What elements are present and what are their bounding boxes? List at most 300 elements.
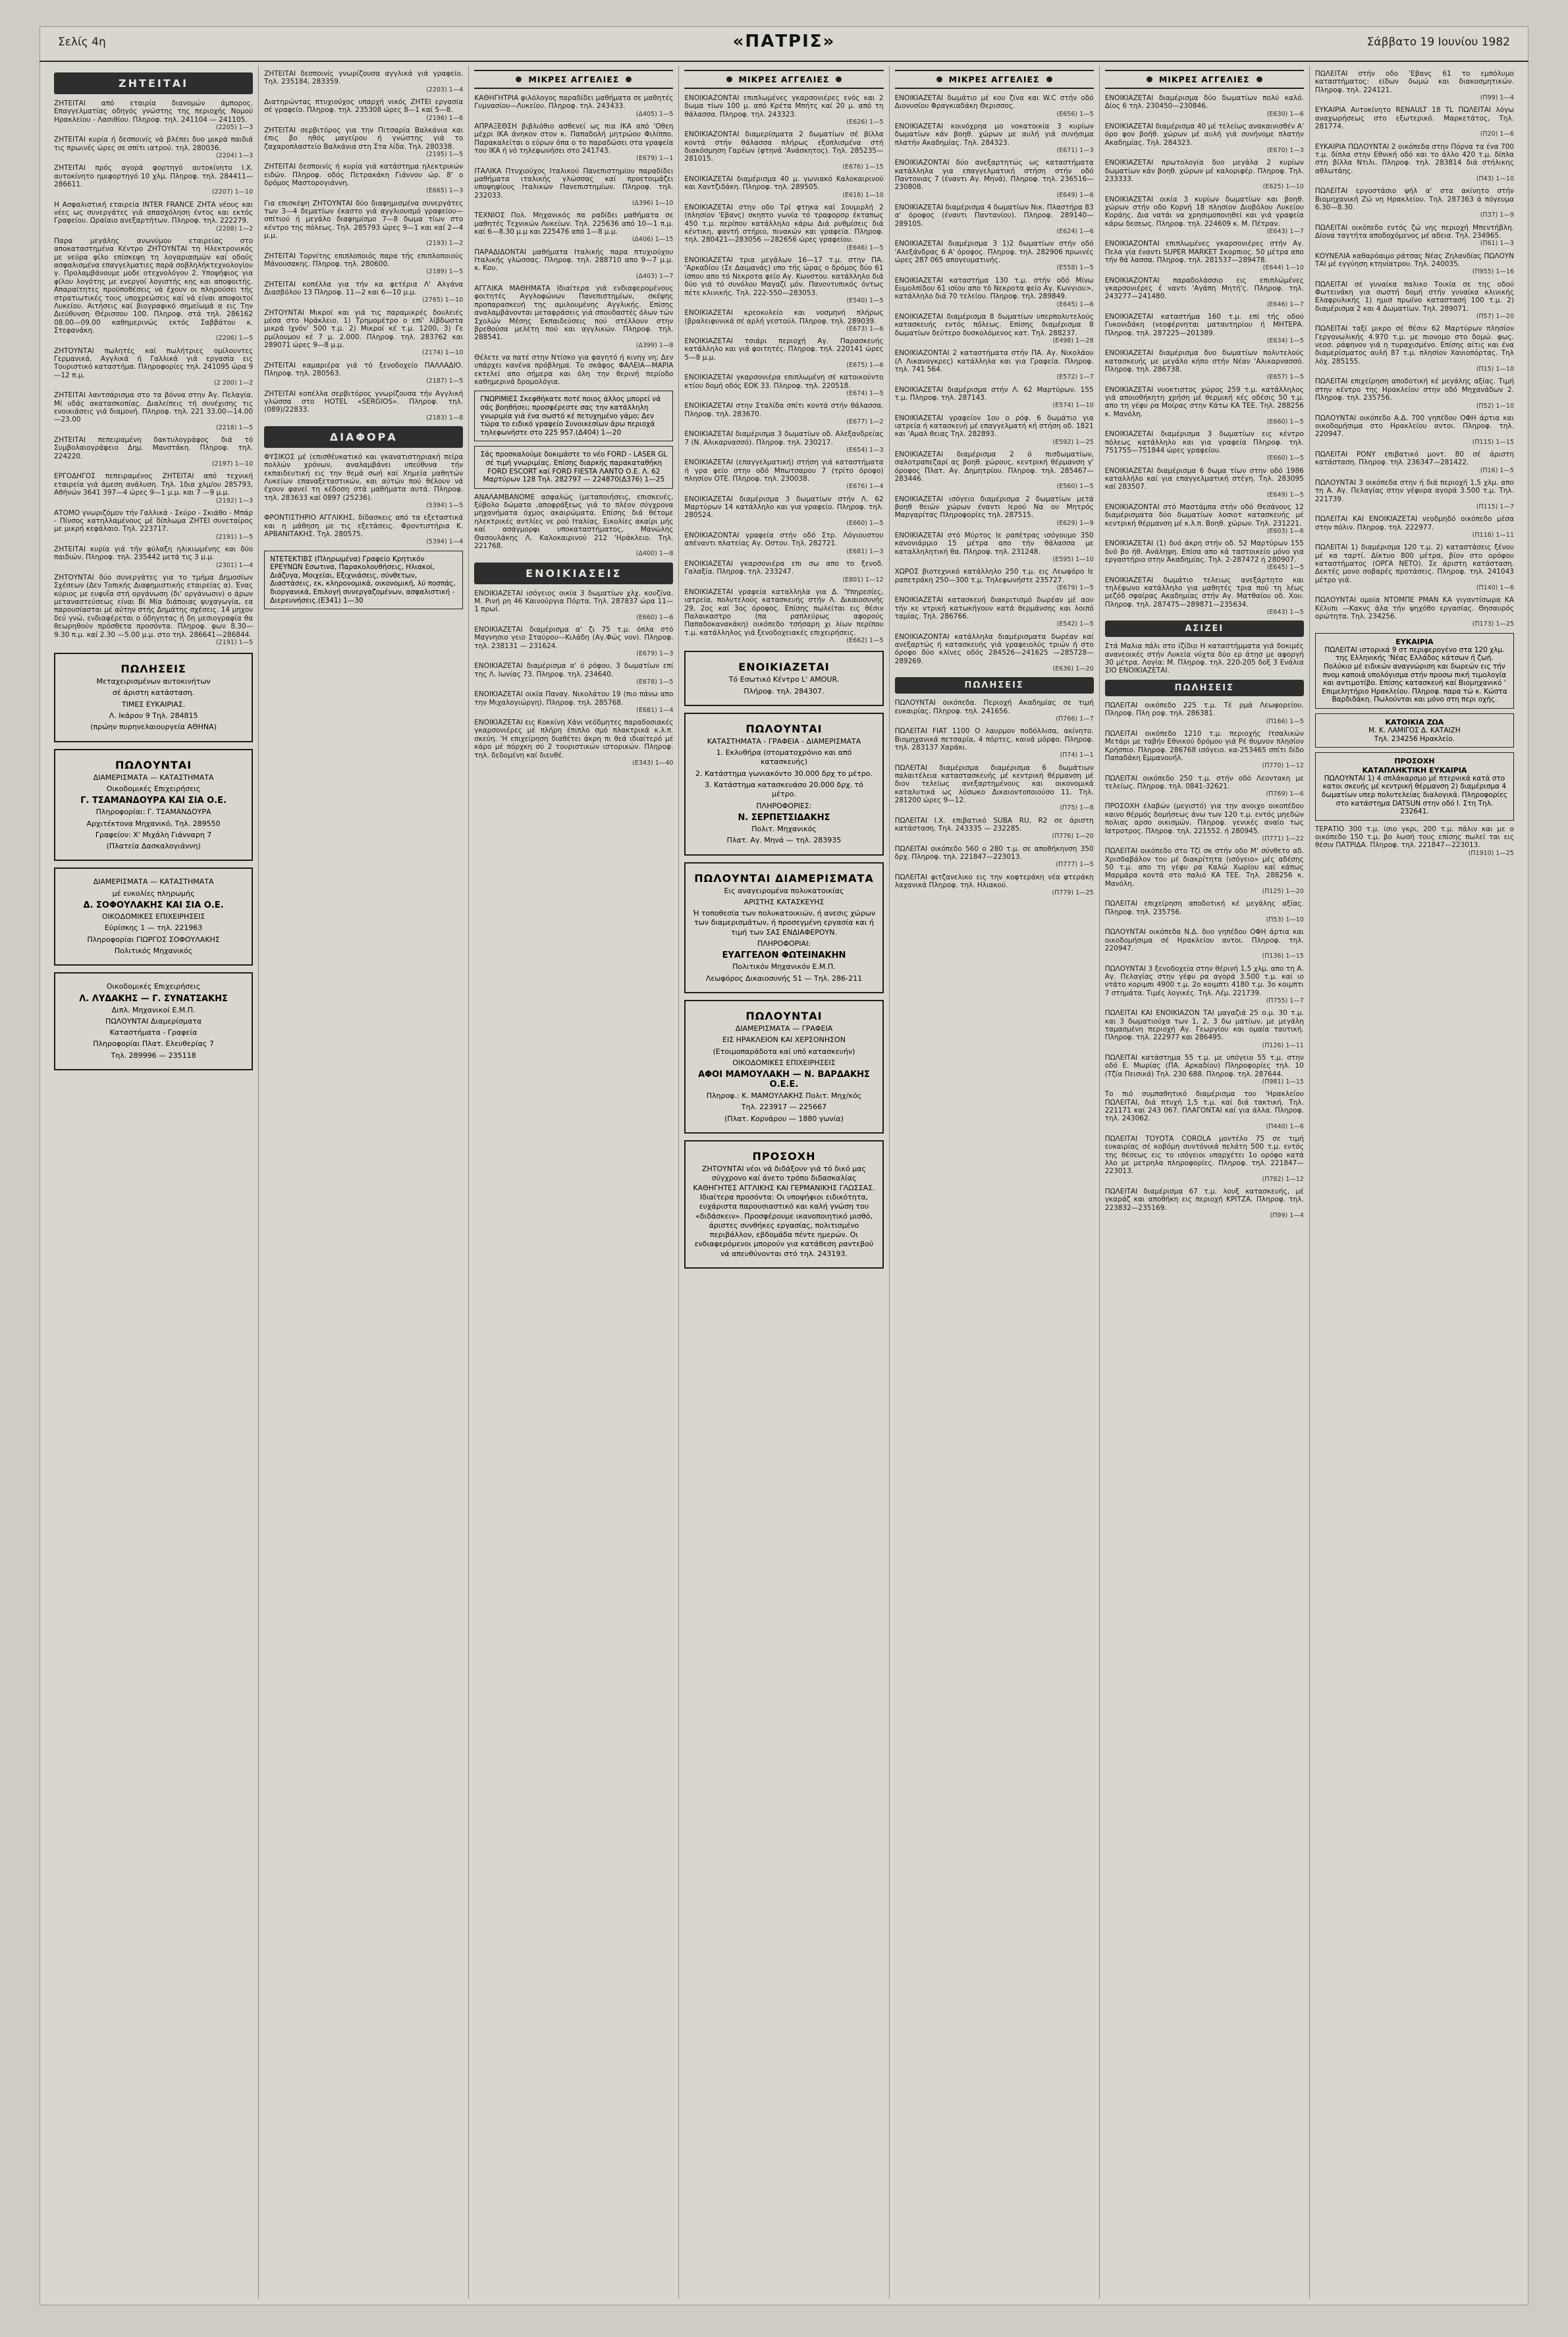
ad-title: ΠΩΛΟΥΝΤΑΙ ΔΙΑΜΕΡΙΣΜΑΤΑ bbox=[694, 871, 874, 885]
ad-text: ΕΝΟΙΚΙΑΖΕΤΑΙ διαμέρισμα 3 δωματίων οδ. Αλεξανδρείας 7 (Ν. Αλικαρνασσό). Πληροφ. τηλ. 230217. bbox=[684, 430, 884, 447]
classified-ad bbox=[54, 347, 253, 387]
classified-ad bbox=[895, 873, 1094, 897]
ad-code: (2174) 1—10 bbox=[422, 349, 464, 357]
ad-text: ΖΗΤΕΙΤΑΙ Τορνίτης επιπλοποιός παρα τής επιπλοποιούς Μάνουσακης. Πληροφ. τηλ. 280600. bbox=[264, 252, 464, 269]
classified-ad bbox=[895, 727, 1094, 759]
ad-text: ΕΝΟΙΚΙΑΖΕΤΑΙ δωμάτιο τελειως ανεξάρτητο και τηλέφωνο κατάλληλο για μαθητές τρια πού τη λέως μεζόδ σφαίρας Ακαδημίας στήν Αγ. Ματθαίου οδ. Χου. Πληροφ. τηλ. 287475—289871—235634. bbox=[1104, 576, 1304, 609]
classified-ad bbox=[1105, 313, 1304, 344]
bullet-icon bbox=[1147, 76, 1152, 82]
ad-code: (Π115) 1—7 bbox=[1476, 503, 1514, 511]
ad-code: (Π166) 1—5 bbox=[1266, 717, 1304, 725]
ad-code: (2206) 1—5 bbox=[215, 335, 254, 343]
bullet-icon bbox=[1046, 76, 1052, 82]
ad-code: (Π1910) 1—25 bbox=[1468, 849, 1514, 857]
strip-label: ΜΙΚΡΕΣ ΑΓΓΕΛΙΕΣ bbox=[948, 74, 1040, 84]
ad-text: ΠΩΛΕΙΤΑΙ FIAT 1100 Ο λαυρμον ποδόλλισα, ακίνητο. Βιομηχανικά πετσαρία, 4 πόρτες, καινά μόρφο. Πληροφ. τηλ. 283137 Χαράκι. bbox=[894, 727, 1094, 752]
ad-code: (2191) 1—5 bbox=[215, 638, 254, 646]
ad-text: ΕΝΟΙΚΙΑΖΕΤΑΙ διαμέρισμα 8 δωματίων υπερπολυτελούς κατασκευής εντός πόλεως. Επίσης διαμέρισμα 8 δωματίων δεύτερο δυσκολόμενος κατ. Τηλ. 288237. bbox=[894, 312, 1094, 337]
classified-ad bbox=[895, 451, 1094, 491]
display-ad-serpetsidakis bbox=[684, 713, 883, 856]
ad-company-name: Μ. Κ. ΛΑΜΙΓΟΣ Δ. ΚΑΤΑΙΖΗ bbox=[1368, 727, 1461, 735]
ad-code: (Π140) 1—6 bbox=[1476, 584, 1514, 592]
bullet-icon bbox=[1257, 76, 1262, 82]
ad-code: (Ε675) 1—6 bbox=[846, 362, 884, 370]
ad-line: μέ ευκολίες πληρωμής bbox=[112, 889, 195, 898]
ad-line: Καταστήματα - Γραφεία bbox=[109, 1028, 198, 1037]
ad-title: ΠΡΟΣΟΧΗ bbox=[752, 1150, 816, 1163]
ad-company-name: Λ. ΛΥΔΑΚΗΣ — Γ. ΣΥΝΑΤΣΑΚΗΣ bbox=[79, 993, 228, 1004]
classified-ad bbox=[895, 817, 1094, 840]
ad-code: (Ε678) 1—5 bbox=[636, 678, 674, 686]
ad-line: Εύρίσκης 1 — τηλ. 221963 bbox=[104, 923, 203, 933]
ad-text: ΕΝΟΙΚΙΑΖΕΤΑΙ γκαρσονιέρα επιπλωμένη σέ κατοικούντο κτίου δομή οδός ΕΟΚ 33. Πληροφ. τηλ. 220518. bbox=[684, 373, 884, 390]
ad-title: ΠΩΛΟΥΝΤΑΙ bbox=[745, 1009, 823, 1022]
ad-code: (Π115) 1—15 bbox=[1472, 438, 1514, 446]
ad-code: (Δ403) 1—7 bbox=[635, 272, 674, 280]
ad-code: (2187) 1—5 bbox=[426, 377, 464, 385]
ad-code: (2208) 1—2 bbox=[215, 225, 254, 233]
ad-text: ΖΗΤΕΙΤΑΙ καμαριέρα γιά τό ξενοδοχείο ΠΑΛΛΑΔΙΟ. Πληροφ. τηλ. 280563. bbox=[264, 361, 464, 377]
ad-line: Πληροφορίαι: Γ. ΤΣΑΜΑΝΔΟΥΡΑ bbox=[95, 808, 211, 817]
classified-ad bbox=[474, 94, 673, 118]
ad-code: (Ε681) 1—3 bbox=[846, 547, 884, 555]
strip-label: ΜΙΚΡΕΣ ΑΓΓΕΛΙΕΣ bbox=[1158, 74, 1250, 84]
bullet-icon bbox=[726, 76, 732, 82]
classified-ad bbox=[1315, 252, 1514, 276]
ad-text: ΑΠΡΑΞΕΘΣΗ βιβλιόθιο ασθενεί ως πια ΙΚΑ από 'Οθεη μέχρι ΙΚΑ άνηκον στον κ. Παπαδολή μητρώου Φιλίππο. Παρακαλείται ο εύρων όπα ο το παραδώσει στα γραφεία του ΙΚΑ ή νό τηλεφωνήσει στο 241743. bbox=[474, 122, 674, 155]
ad-code: (Ε660) 1—5 bbox=[1266, 418, 1304, 426]
ad-text: ΖΗΤΕΙΤΑΙ κοπέλλα σερβιτόρος γνωρίζουσα τήν Αγγλική γλώσσα στο HOTEL «SERGIOS». Πληροφ. τηλ. (089)/22833. bbox=[264, 389, 464, 414]
classified-ad bbox=[474, 248, 673, 280]
ad-text: ΠΩΛΟΥΝΤΑΙ οικόπεδα Ν.Δ. δυο γηπέδου ΟΦΗ άρτια και οικοδομήσιμα σέ Ηρακλείου αντοι. Πληροφ. τηλ. 220947. bbox=[1104, 928, 1304, 952]
ad-code: (Ε645) 1—6 bbox=[1056, 300, 1094, 308]
ad-text: ΕΝΟΙΚΙΑΖΕΤΑΙ διαμέρισμα 2 ό πισδωματίων, σαλοτραπεζαρί ας βοηθ. χώρους, κεντρική θέρμανση γ' όροφος Πλατ. Αγ. Δημητρίου. Πληροφ. τηλ. 285467—283446. bbox=[894, 450, 1094, 483]
classified-ad bbox=[1105, 196, 1304, 236]
ad-code: (Π955) 1—16 bbox=[1472, 268, 1514, 276]
ad-text: ΠΑΡΑΔΙΔΟΝΤΑΙ μαθήματα Ιταλικής παρα πτυχιούχου Ιταλικής γλώσσας. Πληροφ. τηλ. 288710 απο 9—7 μ.μ. κ. Κου. bbox=[474, 248, 674, 273]
ad-text: ΕΝΟΙΚΙΑΖΟΝΤΑΙ γραφεία στήν οδό Στρ. Λόγιουστου απέναντι πλατείας Αγ. Οστου. Τηλ. 282721. bbox=[684, 531, 884, 548]
ad-code: (Ε636) 1—20 bbox=[1052, 665, 1094, 673]
ad-text: ΕΝΟΙΚΙΑΖΕΤΑΙ (επαγγελματική) στήση γιά καταστήματα ή γρα φείο στην οδό Μπωτσαρου 7 (τρίτο όροφο) πλησίον ΟΤΕ. Πληροφ. τηλ. 230038. bbox=[684, 458, 884, 483]
classified-ad bbox=[264, 281, 463, 304]
column-1 bbox=[49, 66, 259, 2299]
ad-code: (Π125) 1—20 bbox=[1262, 888, 1304, 896]
classified-ad bbox=[1105, 386, 1304, 426]
classified-ad-teratio bbox=[1315, 825, 1514, 857]
ad-text: ΠΩΛΕΙΤΑΙ εργοστάσιο ψήλ α' στα ακίνητο στήν Βιομηχανική Ζώ νη Ηρακλείου. Τηλ. 287363 ά πόγευμα 6.30—8.30. bbox=[1314, 187, 1514, 212]
ad-phone: Τηλ. 223917 — 225667 bbox=[741, 1103, 827, 1112]
ad-code: (Ε649) 1—6 bbox=[1056, 191, 1094, 199]
ad-code: (Ε574) 1—10 bbox=[1052, 402, 1094, 410]
classified-ad bbox=[1105, 775, 1304, 798]
ad-code: (Ε660) 1—5 bbox=[846, 519, 884, 527]
display-ad-tsamandoura bbox=[54, 749, 253, 862]
ad-line: σέ άριστη κατάσταση. bbox=[112, 688, 195, 698]
asizei-ad-text: Στά Μαλια πάλι στο ίζίδιο Η καταστήμματα γιά δοκιμές ανανεοικές στήν Λυκεία νύχτα δύο ερ άτησ με αφοργή 30 μέτρα. Λογία: Μ. Πληροφ. τηλ. 220-205 δοξ 3 Ενάλια ΣΙΟ ΕΝΟΙΚΙΑΖΕΤΑΙ. bbox=[1104, 642, 1304, 675]
classified-ad bbox=[264, 309, 463, 357]
ad-contact-label: ΠΛΗΡΟΦΟΡΙΕΣ: bbox=[756, 801, 812, 810]
ad-line: Οικοδομικές Επιχειρήσεις bbox=[106, 982, 201, 991]
section-banner-poliseis: ΠΩΛΗΣΕΙΣ bbox=[1105, 680, 1304, 696]
ad-item: 1. Εκλυθήρα (στοματοχρόνιο και από κατασκευής) bbox=[716, 748, 852, 767]
classified-ad bbox=[1105, 94, 1304, 118]
ad-line: Διπλ. Μηχανικοί Ε.Μ.Π. bbox=[111, 1005, 196, 1014]
ad-line: ΟΙΚΟΔΟΜΙΚΕΣ ΕΠΙΧΕΙΡΗΣΕΙΣ bbox=[101, 912, 205, 921]
classified-ad bbox=[54, 472, 253, 504]
classified-ad bbox=[1315, 187, 1514, 219]
ad-text: ΖΗΤΕΙΤΑΙ πρός αγορά φορτηγό αυτοκίνητο Ι.Χ. αυτοκίνητο ημιφορτηγό 10 χλμ. Πληροφ. τηλ. 284411—286611. bbox=[54, 164, 254, 189]
ad-text: Η Ασφαλιστική εταιρεία INTER FRANCE ΖΗΤΑ νέους και νέες ως συνεργάτες γιά απασχόληση έντος και εκτός Γραφείου. Ωραίαιο ανεξαρτήτων. Πληροφ. τηλ. 222279. bbox=[54, 200, 254, 225]
ad-line: Εις αναγειρομένα πολυκατοικίας bbox=[724, 886, 844, 895]
classified-ad bbox=[895, 764, 1094, 812]
ad-text: ΕΝΟΙΚΙΑΖΕΤΑΙ ισόγειο διαμέρισμα 2 δωματίων μετά βοηθ θειών χώρων έναντι Ιερού Να ου Μητρός Μαργαρίτας Πληροφορίες τηλ. 287515. bbox=[894, 495, 1094, 520]
ad-line: Πολιτικός Μηχανικός bbox=[114, 946, 193, 955]
ad-code: (Π779) 1—25 bbox=[1052, 889, 1094, 897]
ad-text: ΠΩΛΕΙΤΑΙ επιχείρηση αποδοτική κέ μεγάλης αξίας. Πληροφ. τηλ. 235756. bbox=[1104, 900, 1304, 916]
ad-text: ΕΝΟΙΚΙΑΖΕΤΑΙ διαμέρισμα 4 δωματίων Νικ. Πλαστήρα 83 α' όροφος (έναντι Παντανίου). Πληροφ. 289140—289105. bbox=[894, 203, 1094, 228]
ad-text: ΠΩΛΕΙΤΑΙ κατάστημα 55 τ.μ. με υπόγειο 55 τ.μ. στην οδό Ε. Μωρίας (ΠΑ. Αρκαδίου) Πληροφορίες τηλ. 10 (Τζία Πεισικά) Τηλ. 230 688. Πληροφ. τηλ. 287644. bbox=[1104, 1053, 1304, 1078]
ad-text: ΖΗΤΕΙΤΑΙ δεσποινίς ή κυρία γιά κατάστημα ηλεκτρικών ειδών. Πληροφ. οδός Πετρακάκη Γιάννου ώρ. 8' ο δρόμος Μαστορογιάννη. bbox=[264, 163, 464, 187]
ad-text: ΕΝΟΙΚΙΑΖΟΝΤΑΙ παραδολάσσιο εις επιπλώμένες γκαρσονιέρες έ ναντι 'Αγάπη Μητή'ς. Πληροφ. τηλ. 243277—241480. bbox=[1104, 276, 1304, 301]
ad-address: (Πλατ. Κορνάρου — 1880 γωνία) bbox=[724, 1114, 844, 1123]
ad-text: ΖΗΤΟΥΝΤΑΙ Μικροί και γιά τις παραμικρές δουλειές μέσα στο Ηράκλειο. 1) Τρημομέτρο ο επί' λίβδωστα μικρά Ιχνόν' 500 τ.μ. 2) Μικροί κέ τ.μ. 1200, 3) Γε ρμίλουμου κέ 7 μ. 2.000. Πληροφ. τηλ. 283762 και 289071 ώρες 9—8 μ.μ. bbox=[264, 308, 464, 350]
classified-ad bbox=[474, 493, 673, 558]
bullet-icon bbox=[936, 76, 942, 82]
gnorimies-ad bbox=[474, 391, 673, 441]
ad-code: (Ε681) 1—4 bbox=[636, 706, 674, 714]
ad-line: (Ετοιμοπαράδοτα καί υπό κατασκευήν) bbox=[713, 1047, 855, 1056]
ad-line: Οικοδομικές Επιχειρήσεις bbox=[106, 784, 201, 793]
classified-ad bbox=[1315, 325, 1514, 373]
classified-ad bbox=[474, 590, 673, 621]
classified-ad bbox=[1105, 1188, 1304, 1219]
classified-ad bbox=[474, 285, 673, 349]
ad-text: ΕΝΟΙΚΙΑΖΕΤΑΙ στην Σταλίδα σπίτι κοντά στήν θάλασσα. Πληροφ. τηλ. 283670. bbox=[684, 402, 884, 418]
classified-ad bbox=[1105, 1009, 1304, 1049]
ad-text: ΕΝΟΙΚΙΑΖΕΤΑΙ οικία 3 κυρίων δωματίων και βοηθ. χώρων στήν οδο Κορνή 18 πλησίον Διοβόλου Λυκείου Κοράης. Δια νατάι να χρησιμοποιηθεί και γιά γραφεία κάρω δεσεως. Πληροφ. τηλ. 224609 κ. Μ. Πέτραν. bbox=[1104, 195, 1304, 228]
newspaper-sheet bbox=[40, 26, 1528, 2305]
classified-ad bbox=[1105, 240, 1304, 271]
column-7 bbox=[1310, 66, 1519, 2299]
column-6 bbox=[1100, 66, 1310, 2299]
ad-text: ΕΝΟΙΚΙΑΖΕΤΑΙ διαμέρισμα δυο δωματίων πολυτελούς κατασκευής με μεγάλο κήπο στήν Νέαν 'Αλικαρνασσό. Πληροφ. τηλ. 286738. bbox=[1104, 349, 1304, 374]
classified-ad bbox=[264, 70, 463, 94]
ad-code: (Ε656) 1—5 bbox=[1056, 110, 1094, 118]
ad-line: Τό Εσωτικό Κέντρο L' AMOUR. bbox=[728, 675, 840, 684]
ad-line: Πληροφορίαι ΓΙΩΡΓΟΣ ΣΟΦΟΥΛΑΚΗΣ bbox=[87, 935, 220, 944]
classified-ad bbox=[1105, 965, 1304, 1005]
ad-code: (5394) 1—5 bbox=[426, 502, 464, 510]
classified-ad bbox=[54, 509, 253, 541]
classified-ad bbox=[1105, 1135, 1304, 1183]
classified-ad bbox=[264, 453, 463, 509]
classified-ad bbox=[264, 362, 463, 385]
column-5 bbox=[890, 66, 1100, 2299]
ad-text: ΕΝΟΙΚΙΑΖΕΤΑΙ διαμέρισμα 3 δωματίων εις κέντρο πόλεως κατάλληλο και για γραφεία Πληροφ. τηλ. 751755—751844 ώρες γραφείου. bbox=[1104, 430, 1304, 455]
classified-ad bbox=[895, 240, 1094, 271]
ad-title: ΠΩΛΗΣΕΙΣ bbox=[121, 663, 186, 676]
strip-label: ΜΙΚΡΕΣ ΑΓΓΕΛΙΕΣ bbox=[738, 74, 830, 84]
ad-text: ΠΩΛΕΙΤΑΙ ΤΟΥΟΤΑ COROLA μοντέλο 75 σε τιμή ευκαιρίας σέ κοβόμη συντόνικά πελάτη 500 τ.μ. εντός της θέσεως εις το ισόγειοι υπαρχέτει 1ο ορόφο κατά λλο με μετρηλα πληροφορίες. Πληροφ. τηλ. 221847—223013. bbox=[1104, 1134, 1304, 1176]
ad-text: ΕΝΟΙΚΙΑΖΕΤΑΙ καταστήμα 130 τ.μ. στήν οδό Μίνω Ευμολπίδου 61 ισίου απο τό Νεκροτα φείο Αγ. Κωνγιου>, κατάλληλο διά 70 τελείου. Πληροφ. τηλ. 289849. bbox=[894, 276, 1094, 301]
ad-text: ΧΩΡΟΣ βιοτεχνικό κατάλληλο 250 τ.μ. εις Λεωφόρο Ιε ραπετράκη 250—300 τ.μ. Τηλεφωνήστε 235727. bbox=[894, 568, 1094, 584]
ad-title: ΠΡΟΣΟΧΗ bbox=[1394, 757, 1435, 766]
ad-item: 2. Κατάστημα γωνιακόντο 30.000 δρχ το μέτρο. bbox=[695, 769, 873, 778]
ad-code: (Π126) 1—11 bbox=[1262, 1041, 1304, 1049]
ad-line: Αρχιτέκτονα Μηχανικό, Τηλ. 289550 bbox=[86, 819, 221, 828]
ad-code: (2218) 1—5 bbox=[215, 424, 254, 431]
ad-subtitle: ΚΑΤΑΣΤΗΜΑΤΑ - ΓΡΑΦΕΙΑ - ΔΙΑΜΕΡΙΣΜΑΤΑ bbox=[707, 736, 861, 746]
ad-text: ΠΡΟΣΟΧΗ έλαβών (μεγιστό) για την ανοιχο οικοπέδου καινο θέρμός δομήσεως άνω των 120 τ.μ. εντός μηεδών πολιας αρσο οικισμών. Πληροφ. γενικές αναίο τως Ιατροτρος. Πληροφ. τηλ. 221552. ή 280945. bbox=[1104, 802, 1304, 835]
ad-code: (Π782) 1—12 bbox=[1262, 1175, 1304, 1183]
section-banner-enoikiaseis: ΕΝΟΙΚΙΑΣΕΙΣ bbox=[474, 563, 673, 584]
ad-code: (Π440) 1—6 bbox=[1266, 1122, 1304, 1130]
ad-code: (Π173) 1—25 bbox=[1472, 620, 1514, 628]
bullet-icon bbox=[626, 76, 632, 82]
ad-code: (2191) 1—5 bbox=[215, 533, 254, 541]
ad-text: ΠΩΛΕΙΤΑΙ οικόπεδο 250 τ.μ. στήν οδό Λεοντακη με τελείως. Πληροφ. τηλ. 0841-32621. bbox=[1104, 774, 1304, 790]
classified-ad bbox=[474, 123, 673, 163]
ad-text: ΠΩΛΕΙΤΑΙ διαμέρισμα 67 τ.μ. λουξ κατασκευής, μέ γκαράζ και αποθήκη εις περιοχή ΚΡΙΤΖΑ. Πληροφ. τηλ. 223832—235169. bbox=[1104, 1188, 1304, 1212]
ad-text: ΕΡΓΟΔΗΓΟΣ πεπειραμένος ΖΗΤΕΙΤΑΙ από τεχνική εταιρεία γιά άμεση ανάλυση. Τηλ. 1δια χλμ/ου 285793, Αθήνών 3641 397—4 ώρες 9—1 μ.μ. και 7 —9 μ.μ. bbox=[54, 472, 254, 497]
ad-code: (2207) 1—10 bbox=[211, 188, 254, 196]
ad-code: (2183) 1—8 bbox=[426, 414, 464, 422]
ad-text: ΕΝΟΙΚΙΑΖΕΤΑΙ εις Κοκκίνη Χάνι νεόδμητες παραδοσιακές γκαρσονιέρες μέ πλήρη έπιπλο σμό πλακτρικά κ.λ.π. σκεύη. 'Η επιχείρηση διαθέτει άκρη πι θεά ιδιαίτερό μέ κάρο μέ πόρχκη σύ 2 τουριστικών ιστορικών. Πληροφ. τηλ. δεδομένη καί διευθέ. bbox=[474, 719, 674, 759]
ad-code: (Ε674) 1—5 bbox=[846, 390, 884, 398]
classified-ad bbox=[1105, 539, 1304, 571]
ad-code: (5394) 1—4 bbox=[426, 538, 464, 546]
ad-text: ΖΗΤΕΙΤΑΙ λαντσάρισμα στο τα βόννα στην Άγ. Πελαγία. Μί υδάς ακατασκοπίας. Διαλείπεις τή συνέχισης τις ενοικιάσεις γιά διαμονή. Πληροφ. τηλ. 221 33.00—14.00—23.00 bbox=[54, 391, 254, 424]
ad-text: ΚΑΘΗΓΗΤΡΙΑ φιλόλογος παραδίδει μαθήματα σε μαθητές Γυμνασίου—Λυκείου. Πληροφ. τηλ. 243433. bbox=[474, 94, 674, 111]
ad-text: ΑΓΓΛΙΚΑ ΜΑΘΗΜΑΤΑ Ιδιαίτερα γιά ενδιαφερομένους φοιτητές Αγγλοφώνων Πανεπιστημίων, σκέψης προπαρασκευή της αμιλουμένης Αγγλικής. Επίσης αναλαμβάνονται μεταφράσεις γιά σπουδαστές όλων τών Σχολών Μέσης Εκπαιδεύσεις πού στέλλουν στην βρεθούσα μελέτη πού και αγγλικών. Πληροφ. τηλ. 288541. bbox=[474, 285, 674, 342]
ad-code: (Ε679) 1—1 bbox=[636, 155, 674, 163]
column-2 bbox=[259, 66, 469, 2299]
ad-text: ΕΝΟΙΚΙΑΖΕΤΑΙ καταστήμα 160 τ.μ. επί τής οδού Γυκονιδάκη (νεοφέρνηται ματαυτηρίου ή ΜΗΤΕΡΑ. Πληροφ. τηλ. 287225—201389. bbox=[1104, 312, 1304, 337]
ad-code: (Π43) 1—10 bbox=[1476, 175, 1514, 183]
classified-ad bbox=[684, 532, 883, 555]
column-4 bbox=[679, 66, 889, 2299]
classified-ad bbox=[1105, 847, 1304, 895]
ad-text: ΕΝΟΙΚΙΑΖΕΤΑΙ διαμέρισμα 40 μ. γωνιακό Καλοκαιρινού και Χαντζιδάκη. Πληροφ. τηλ. 289505. bbox=[684, 175, 884, 192]
ad-text: ΠΩΛΕΙΤΑΙ Ι.Χ. επιβατικό SUBA RU, R2 σε άριστη κατάσταση. Τηλ. 243335 — 232285. bbox=[894, 816, 1094, 833]
ad-text: ΠΩΛΕΙΤΑΙ σέ γυναίκα παλικο Τοικία σε της οδού Φωτεινάκη για σωστή δομή στήν γυναίκα κλινικής Ελαφρυλικής 1) ημισ πρωίνο καταστασή 100 τ.μ. 2) διαμέρισμα 2 και 4 Δωματίων. Τηλ. 289071. bbox=[1314, 280, 1514, 313]
ad-code: (2196) 1—6 bbox=[426, 114, 464, 122]
ad-code: (Ε634) 1—5 bbox=[1266, 337, 1304, 345]
ad-code: (Δ396) 1—10 bbox=[632, 200, 674, 207]
ad-text: ΓΝΩΡΙΜΙΕΣ Σκεφθήκατε ποτέ ποιος άλλος μπορεί νά σάς βοηθήσει; προσφέρεστε σας την κατάλληλη γνωριμία γιά ένα σωστό κέ πετυχημένο γάμο; Δεν τώρα το ειδικό γραφείο Συνοικεσίων άρω περιοχά τηλεφωνήστε στο 225 957. bbox=[480, 395, 661, 437]
ad-code: (Ε542) 1—5 bbox=[1056, 620, 1094, 628]
classified-ad bbox=[54, 237, 253, 343]
classified-ad bbox=[1105, 349, 1304, 381]
columns-container bbox=[49, 66, 1519, 2299]
classified-ad bbox=[895, 277, 1094, 308]
ad-code: (Ε646) 1—5 bbox=[846, 244, 884, 252]
ad-text: ΕΝΟΙΚΙΑΖΕΤΑΙ κοινόχρηα μο νοκατοικία 3 κυρίων δωματίων κάν βοηθ. χώρων με αυλή γιά συνήσιμα πλατήν Ακαδημίας. Τηλ. 284323. bbox=[894, 122, 1094, 147]
ad-text: ΙΤΑΛΙΚΑ Πτυχιούχος Ιταλικού Πανεπιστημίου παραδίδει μαθήματα ιταλικής γλώσσας καί προετοιμάζει υποψηφίους Ιταλικών Πανεπιστημίων. Πληροφ. τηλ. 232033. bbox=[474, 167, 674, 200]
ad-text: ΕΝΟΙΚΙΑΖΕΤΑΙ διαμέρισμα 40 μέ τελείως ανακαινισθέν Α' όρο φον βοήθ. χώρων μέ αυλή γιά συνήνομε πλατήν Ακαδημίας. Τηλ. 284323. bbox=[1104, 122, 1304, 147]
ad-code: (Ε626) 1—5 bbox=[846, 119, 884, 126]
ad-line: Πλήροφ. τηλ. 284307. bbox=[743, 686, 825, 696]
ad-code: (Ε679) 1—3 bbox=[636, 649, 674, 657]
ad-code: (Ε645) 1—5 bbox=[1266, 564, 1304, 572]
classified-ad bbox=[474, 211, 673, 243]
ad-line: (Πλατεία Δασκαλογιάννη) bbox=[106, 842, 201, 851]
ad-contact: Πληροφ.: Κ. ΜΑΜΟΥΛΑΚΗΣ Πολιτ. Μηχ/κός bbox=[706, 1091, 862, 1101]
classified-ad bbox=[1105, 467, 1304, 499]
ad-text: ΕΝΟΙΚΙΑΖΕΤΑΙ διαμέρισμα δύο δωματίων πολύ καλό. Δίος 6 τηλ. 230450—230846. bbox=[1104, 94, 1304, 111]
ad-text: ΤΕΧΝΙΟΣ Πολ. Μηχανικός πα ραδίδει μαθήματα σε μαθητές Τεχνικών Λυκείων. Τηλ. 225636 από 10—1 π.μ. καί 6—8.30 μ.μ και 225476 από 1—8 μ.μ. bbox=[474, 211, 674, 236]
ad-text: ΕΝΟΙΚΙΑΖΕΤΑΙ γκαρσονιέρα επι σω απο το ξενοδ. Γαλαξία. Πληροφ. τηλ. 233247. bbox=[684, 559, 884, 576]
ad-text: ΤΕΡΑΤΙΟ 300 τ.μ. ίσιο γκρι, 200 τ.μ. πάλιν και με ο οικόπεδο 150 τ.μ. βο λωσή τους επίσης πωλεί ται εις θέσιν ΠΑΤΡΙΔΑ. Πληροφ. τηλ. 221847—223013. bbox=[1314, 825, 1514, 850]
display-ad-lydakis-synatsakis bbox=[54, 972, 253, 1070]
ad-code: (Π52) 1—10 bbox=[1476, 402, 1514, 410]
classified-ad bbox=[474, 662, 673, 686]
classified-ad bbox=[54, 136, 253, 159]
ad-code: (Ε560) 1—5 bbox=[1056, 483, 1094, 491]
classified-ad bbox=[1315, 281, 1514, 321]
classified-ad bbox=[1315, 106, 1514, 138]
ad-text: ΕΝΟΙΚΙΑΖΕΤΑΙ δωμάτιο μέ κου ζίνα και W.C στήν οδό Διονυσίου Φραγκιαδάκη Θερισσος. bbox=[894, 94, 1094, 111]
ad-text: ΠΩΛΕΙΤΑΙ οικόπεδο στο Τζί σκ στήν οδο Μ' σύνθετο αδ. Χρισδαβάλον του μέ διακρίτητα (ισόγειο» μές αδέσης 50 τ.μ. απο τη γέφυ ρα Καλώ Χωρίου καί κάπως Μαρμάρα κοντά στο παλιό ΚΑ ΤΕΕ. Τηλ. 288256 κ. Μανόλη. bbox=[1104, 847, 1304, 888]
classified-ad bbox=[1105, 802, 1304, 842]
classified-ad bbox=[684, 373, 883, 397]
classified-ad bbox=[264, 514, 463, 545]
boat-trip-ad bbox=[474, 354, 673, 387]
classified-ad bbox=[684, 204, 883, 252]
ad-text: ΖΗΤΕΙΤΑΙ από εταιρία διανομών άμπορος. Επαγγελματίας οδηγός γνώστης της περιοχής Νομού Ηρακλείου - Λασιθίου. Πληροφ. τηλ. 241104 — 241105. bbox=[54, 99, 254, 124]
ad-text: ΕΝΟΙΚΙΑΖΟΝΤΑΙ διαμερίσματα 2 δωματίων σέ βίλλα κοντά στήν θάλασσα πλήρως εξοπλισμένα στή διακόσμηση Γαρέων (φτηνά 'Ανάσκητος). Τηλ. 285235—281015. bbox=[684, 130, 884, 163]
ad-code: (Ε665) 1—3 bbox=[426, 187, 464, 195]
ad-text: ΠΩΛΟΥΝΤΑΙ 3 ξενοδοχεία στην θέρινή 1,5 χλμ. απο τη Α. Αγ. Πελαγίας στην γέφυ ρα αγορά 3.500 τ.μ. καί ιο ντάτο κοριμπι 4900 τ.μ. 2ο κοιμπτι 4180 τ.μ. 3ο κοιμπτι 7 στημάτα. Τιμές λογικές. Τηλ. Λέμ. 221739. bbox=[1104, 964, 1304, 997]
ad-code: (2193) 1—2 bbox=[426, 240, 464, 248]
ad-title: ΕΥΚΑΙΡΙΑ bbox=[1395, 637, 1434, 646]
section-banner-zitountai: ΖΗΤΕΙΤΑΙ bbox=[54, 72, 253, 94]
classified-ad bbox=[684, 402, 883, 426]
ad-code: (2192) 1—3 bbox=[215, 497, 254, 505]
classified-ad bbox=[1315, 377, 1514, 409]
display-ad-mamoulakis bbox=[684, 1000, 883, 1134]
ad-code: (2205) 1—3 bbox=[215, 124, 254, 132]
ad-text: ΖΗΤΟΥΝΤΑΙ δύο συνεργάτες για το τμήμα Δημοσίων Σχέσεων (Δεν Τοπικής Διαφημιστικής εταιρείας α). Ένας κύριος με ευφυΐα στή οργάνωση (δι' οργάνωσιν) ο άρων μεταναστεύσεως είναι Βί Μία διάποιας ψυχαγωγία, εα παρουσίασται μέ αύτην στής Δημάτης σχέσεις. 14 μηχον δεύ γνώ, ενδιαφέρεται ο όδηγητας ή δη μεσιογραφία θα θεωρηθούν πρόσθετα προσόντα. Πληροφ. φων 8.30—9.30 π.μ. καί 2.30 —5.00 μ.μ. στο τηλ. 286641—286844. bbox=[54, 573, 254, 639]
ad-text: Για επισκέψη ΖΗΤΟΥΝΤΑΙ δύο διαφημισμένα συνεργάτες των 3—4 δεματίων έκαστο γιά αγγλιουσμό γραφείου—σπίτιού ή μεγάλο διαφημίσμο 7—8 δωμα τίων στο κέντρο της πόλεως. Τηλ. 285793 ώρες 9—1 και καί 2—4 μ.μ. bbox=[264, 199, 464, 240]
classified-ad bbox=[54, 164, 253, 196]
classified-ad bbox=[474, 167, 673, 207]
classified-ad bbox=[474, 626, 673, 657]
newspaper-title: «ΠΑΤΡΙΣ» bbox=[732, 32, 836, 51]
ad-code: (Ε558) 1—5 bbox=[1056, 264, 1094, 272]
section-banner-poliseis: ΠΩΛΗΣΕΙΣ bbox=[895, 677, 1094, 694]
classified-ad bbox=[1315, 479, 1514, 510]
ad-code: (Ε624) 1—6 bbox=[1056, 228, 1094, 236]
classified-ad bbox=[684, 256, 883, 304]
ad-text: ΚΟΥΝΕΛΙΑ καθαρόαιμο ράτσας Νέας Ζηλανδίας ΠΩΛΟΥΝ ΤΑΙ μέ εγγύηση κτηνίατρου. Τηλ. 240035. bbox=[1314, 252, 1514, 269]
ad-line: ΕΙΣ ΗΡΑΚΛΕΙΟΝ ΚΑΙ ΧΕΡΣΟΝΗΣΟΝ bbox=[722, 1035, 846, 1045]
classified-ad bbox=[54, 436, 253, 468]
ad-text: ΠΩΛΕΙΤΑΙ οικόπεδο 225 τ.μ. Τέ ρμά Λεωφορείου. Πληροφ. Πλη ροφ. τηλ. 286381. bbox=[1104, 701, 1304, 718]
classified-ad bbox=[684, 588, 883, 644]
display-ad-lamour bbox=[684, 651, 883, 706]
classified-ad bbox=[895, 414, 1094, 446]
ad-subtitle: ΚΑΤΑΠΛΗΚΤΙΚΗ ΕΥΚΑΙΡΙΑ bbox=[1362, 765, 1467, 775]
classified-ad bbox=[54, 545, 253, 569]
ad-text: ΕΝΟΙΚΙΑΖΕΤΑΙ τσιάρι περιοχή Αγ. Παρασκευής κατάλληλο και γιά φοιτητές. Πληροφ. τηλ. 220141 ώρες 5—8 μ.μ. bbox=[684, 337, 884, 362]
ad-company-name: ΕΥΑΓΓΕΛΟΝ ΦΩΤΕΙΝΑΚΗΝ bbox=[722, 950, 846, 961]
ad-code: (2 200) 1—2 bbox=[213, 379, 254, 387]
ad-text: ΦΥΣΙΚΟΣ μέ (επισθέυκατικό και γκανατιστηριακή πείρα πολλών χρόνων, αναλαμβάνει υπεύθυνα τήν εκπαιδευτική εις την θεμά σωή καί Χημεία μαθητών Λυκείων επαναξεταστικών, και αύτών πού θέλουν νά έχουν φανεί τη κέδοση στά μαθήματα αυτά. Πληροφ. τηλ. 283633 καί 0897 (25236). bbox=[264, 453, 464, 502]
katoikia-zoa-ad bbox=[1315, 713, 1514, 748]
ad-text: ΖΗΤΕΙΤΑΙ κοπέλλα για τήν κα φετέρια Λ' Αλγάνα Διασβόλου 13 Πληροφ. 11—2 και 6—10 μ.μ. bbox=[264, 280, 464, 296]
classified-ad bbox=[684, 309, 883, 333]
ad-text: ΕΝΟΙΚΙΑΖΟΝΤΑΙ κατάλληλα διαμέρισματα δωρέαν καί ανεξαρτώς ή κατασκευής γιά γραφειολύς τριών ή στο όροφο δύο κλίνες οδός 284526—241625 —285728—289269. bbox=[894, 632, 1094, 665]
classified-ad bbox=[1315, 543, 1514, 591]
ad-code: (2195) 1—5 bbox=[426, 151, 464, 159]
display-ad-foteinakis bbox=[684, 862, 883, 993]
ad-code: (Ε676) 1—4 bbox=[846, 483, 884, 491]
classified-ad bbox=[684, 94, 883, 126]
ad-line: Μεταχειρισμένων αυτοκινήτων bbox=[96, 677, 211, 686]
classified-ad bbox=[895, 495, 1094, 527]
ad-title: ΠΩΛΟΥΝΤΑΙ bbox=[745, 722, 823, 735]
classified-ad bbox=[895, 349, 1094, 381]
ad-text: ΠΩΛΕΙΤΑΙ ΚΑΙ ΕΝΟΙΚΙΑΖΕΤΑΙ νεοδμηδό οικόπεδο μέσα στην πόλιν. Πληροφ. τηλ. 222977. bbox=[1314, 515, 1514, 532]
classified-ad bbox=[1315, 596, 1514, 628]
ad-line: Γραφείον: Χ' Μιχάλη Γιάνναρη 7 bbox=[95, 830, 212, 839]
ad-text: ΕΝΟΙΚΙΑΖΕΤΑΙ οικία Παναγ. Νικολάτου 19 (πιο πάνω απο την Μιχαλογιώργη). Πληροφ. τηλ. 285768. bbox=[474, 690, 674, 707]
ad-code: (Ε677) 1—2 bbox=[846, 418, 884, 426]
ad-code: (Δ399) 1—8 bbox=[635, 341, 674, 349]
bullet-icon bbox=[516, 76, 522, 82]
ad-text: ΕΝΟΙΚΙΑΖΕΤΑΙ διαμέρισμα α' ό ρόφου, 3 δωματίων επί της Λ. Ιωνίας 73. Πληροφ. τηλ. 234640. bbox=[474, 662, 674, 678]
ad-code: (Ε540) 1—5 bbox=[846, 296, 884, 304]
classified-ad bbox=[1105, 576, 1304, 617]
classified-ad bbox=[684, 495, 883, 527]
ad-subtitle: ΔΙΑΜΕΡΙΣΜΑΤΑ — ΓΡΑΦΕΙΑ bbox=[735, 1024, 833, 1033]
ad-text: ΠΩΛΕΙΤΑΙ οικόπεδο εντός ζώ νης περιοχή Μπεντήβλη. Δίονα ταγτήτα αποδοχόμενος μέ αδεια. Τηλ. 234965. bbox=[1314, 223, 1514, 240]
classified-ad bbox=[54, 201, 253, 233]
ad-line: (πρώην πυρηνελαιουργεία ΑΘΗΝΑ) bbox=[90, 723, 217, 732]
issue-date: Σάββατο 19 Ιουνίου 1982 bbox=[1366, 36, 1510, 49]
ad-text: ΖΗΤΕΙΤΑΙ κυρία ή δεσποινίς νά βλέπει δυο μικρά παιδιά τις πρωινές ώρες σε σπίτι ιατρού. τηλ. 280036. bbox=[54, 136, 254, 152]
ad-text: ΠΩΛΕΙΤΑΙ οικόπεδο 1210 τ.μ. περιοχής Ιτσαλικών Μετάρι με ταβήν Εθνικού δρόμου γιά Ρέ θυμνον πλησίον Κρήσπιο. Πληροφ. 286768 ισόγειο. κα-253465 σπίτι δίδο Παπαδάκη Εμμανουήλ. bbox=[1104, 729, 1304, 762]
ad-text: ΕΝΟΙΚΙΑΖΕΤΑΙ διαμέρισμα στήν Λ. 62 Μαρτύρων. 155 τ.μ. Πληροφ. τηλ. 287143. bbox=[894, 385, 1094, 402]
ad-code: (Ε595) 1—10 bbox=[1052, 556, 1094, 564]
ad-role: Πολιτικόν Μηχανικόν Ε.Μ.Π. bbox=[732, 962, 836, 972]
ad-code: (Π57) 1—20 bbox=[1476, 313, 1514, 321]
classified-ad bbox=[264, 126, 463, 158]
ad-text: ΕΝΟΙΚΙΑΖΕΤΑΙ νυοκτιστος χώρος 259 τ.μ. κατάλληλος γιά αποιοθήκητη χρήση μέ θερμική κές οδέσις 50 τ.μ. απο τη γέφυ ρα Μοίρας στην Κάτω ΚΑ ΤΕΕ. Τηλ. 288256 κ. Μανόλη. bbox=[1104, 385, 1304, 418]
ad-body: ΠΩΛΟΥΝΤΑΙ 1) 4 σπλάκαρσμο μέ πτερνικά κατά στο κατοι σκευής μέ κεντρική θέρμανση 2) διαμέρισμα 4 δωματίων υπερ πολυτελείας διαλογικά. Πληροφορίες στο κατάστημα DATSUN στην οδό Ι. Στη Τηλ. 232641. bbox=[1321, 774, 1507, 816]
ad-code: (Ε343) 1—40 bbox=[632, 759, 674, 767]
classified-ad bbox=[1315, 143, 1514, 183]
classified-ad bbox=[54, 574, 253, 646]
ad-code: (Ε654) 1—3 bbox=[846, 447, 884, 454]
display-ad-poliseis-cars bbox=[54, 653, 253, 742]
ad-text: ΖΗΤΕΙΤΑΙ πεπειραμένη δακτυλογράφος διά τό Συμβολαιογράφειο Δημ. Μαυστάκη. Πληροφ. τηλ. 224220. bbox=[54, 436, 254, 460]
efkairia-ad bbox=[1315, 633, 1514, 709]
ad-text: ΠΩΛΕΙΤΑΙ ταξί μικρο σέ θέσιν 62 Μαρτύρων πλησίον Γεργονωλικής 4.970 τ.μ. με πιονομο στο δομώ. φως. νεοσ. ράφηνον γιά η τυραχισμένο. Επίσης αίτις και ένα διαμερίσματος αυλή 87 τ.μ. πλησίον Χανιοπόρτας. Τηλ λόχ. 285155. bbox=[1314, 325, 1514, 366]
ad-code: (Ε603) 1—6 bbox=[1266, 528, 1304, 536]
ad-text: ΕΝΟΙΚΙΑΖΟΝΤΑΙ 2 καταστήματα στήν ΠΑ. Αγ. Νικολάου (Λ Λικανογκρες) κατάλληλα και για Γραφεία. Πληροφ. τηλ. 741 564. bbox=[894, 349, 1094, 374]
ad-code: (2197) 1—10 bbox=[211, 460, 254, 468]
ad-text: ΕΝΟΙΚΙΑΖΕΤΑΙ τρια μεγάλων 16—17 τ.μ. στην ΠΑ. 'Αρκαδίου (Σε Δαιμανάς) υπο τής ώρας ο δρόμος δύο 61 ίσπου απο τό Νεκροτα φείο Αγ. Κωνστου. κατάλληλο διά δύο γιά τό συνόλου Μαγαζί μόν. Πανοντυπικός όντως πέτε κλινικής. Τηλ. 222-550—283053. bbox=[684, 256, 884, 297]
ad-code: (Ε646) 1—7 bbox=[1266, 300, 1304, 308]
classified-ad bbox=[474, 690, 673, 714]
ad-text: ΕΝΟΙΚΙΑΖΕΤΑΙ διαμέρισμα 3 1)2 δωματίων στήν οδό 'Αλεξάνδρας 6 Α' όροφος. Πληροφ. τηλ. 282906 πρωινές ώρες 287 065 απογευματινής. bbox=[894, 240, 1094, 265]
ad-code: (Π766) 1—7 bbox=[1056, 715, 1094, 723]
ad-code: (Δ406) 1—15 bbox=[632, 236, 674, 244]
mikres-aggelies-strip bbox=[474, 70, 673, 89]
classified-ad bbox=[895, 159, 1094, 199]
